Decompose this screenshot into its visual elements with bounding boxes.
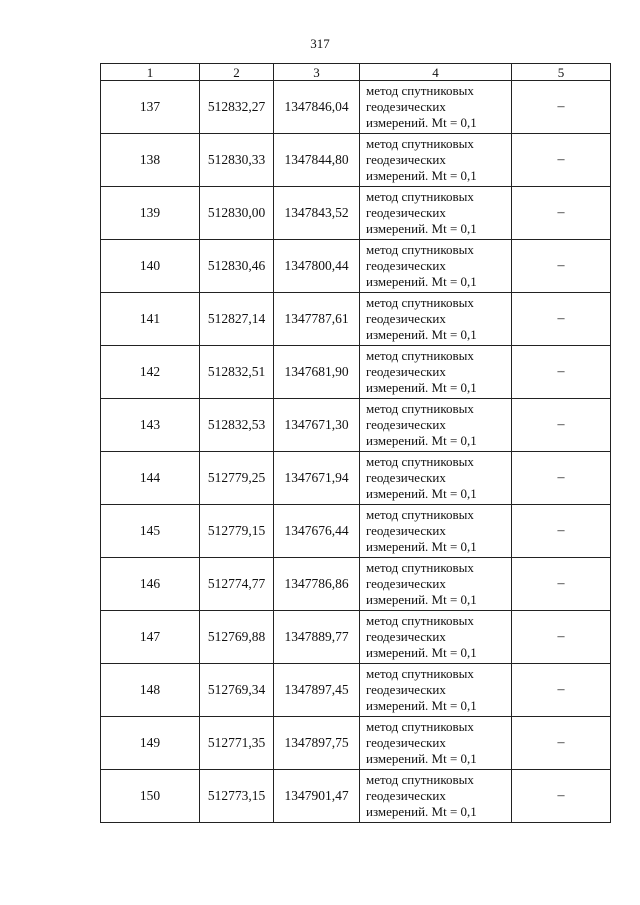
y-coordinate-cell: 1347843,52 — [274, 187, 360, 240]
method-text-line: измерений. Mt = 0,1 — [366, 115, 477, 130]
method-text-line: метод спутниковых — [366, 295, 474, 310]
y-coordinate-cell: 1347671,30 — [274, 399, 360, 452]
method-cell — [360, 399, 512, 452]
point-number-cell: 140 — [101, 240, 200, 293]
method-text-line: измерений. Mt = 0,1 — [366, 380, 477, 395]
method-text-line: метод спутниковых — [366, 454, 474, 469]
method-cell — [360, 664, 512, 717]
x-coordinate-cell: 512771,35 — [200, 717, 274, 770]
method-cell — [360, 611, 512, 664]
point-number-cell: 144 — [101, 452, 200, 505]
method-cell — [360, 81, 512, 134]
point-number-cell: 149 — [101, 717, 200, 770]
x-coordinate-cell: 512779,25 — [200, 452, 274, 505]
table-row — [101, 399, 611, 452]
y-coordinate-cell: 1347844,80 — [274, 134, 360, 187]
method-text-line: измерений. Mt = 0,1 — [366, 698, 477, 713]
note-cell: – — [512, 346, 611, 399]
method-cell — [360, 558, 512, 611]
method-text-line: измерений. Mt = 0,1 — [366, 645, 477, 660]
x-coordinate-cell: 512830,46 — [200, 240, 274, 293]
method-text-line: метод спутниковых — [366, 772, 474, 787]
method-text-line: метод спутниковых — [366, 613, 474, 628]
note-cell: – — [512, 717, 611, 770]
point-number-cell: 137 — [101, 81, 200, 134]
method-text-line: геодезических — [366, 258, 446, 273]
method-text-line: метод спутниковых — [366, 348, 474, 363]
method-text-line: измерений. Mt = 0,1 — [366, 274, 477, 289]
column-header-4: 4 — [360, 64, 512, 81]
table-row — [101, 346, 611, 399]
method-cell — [360, 452, 512, 505]
y-coordinate-cell: 1347901,47 — [274, 770, 360, 823]
method-text-line: геодезических — [366, 523, 446, 538]
note-cell: – — [512, 505, 611, 558]
table-row — [101, 770, 611, 823]
method-text-line: геодезических — [366, 417, 446, 432]
method-cell — [360, 346, 512, 399]
method-text-line: измерений. Mt = 0,1 — [366, 433, 477, 448]
method-text-line: геодезических — [366, 99, 446, 114]
method-text-line: измерений. Mt = 0,1 — [366, 168, 477, 183]
y-coordinate-cell: 1347681,90 — [274, 346, 360, 399]
method-text-line: измерений. Mt = 0,1 — [366, 486, 477, 501]
note-cell: – — [512, 452, 611, 505]
table-row — [101, 717, 611, 770]
point-number-cell: 142 — [101, 346, 200, 399]
table-header-row — [101, 64, 611, 81]
method-text-line: метод спутниковых — [366, 560, 474, 575]
table-row — [101, 187, 611, 240]
method-cell — [360, 505, 512, 558]
x-coordinate-cell: 512830,00 — [200, 187, 274, 240]
x-coordinate-cell: 512769,88 — [200, 611, 274, 664]
note-cell: – — [512, 187, 611, 240]
y-coordinate-cell: 1347787,61 — [274, 293, 360, 346]
column-header-5: 5 — [512, 64, 611, 81]
point-number-cell: 148 — [101, 664, 200, 717]
table-row — [101, 293, 611, 346]
table-row — [101, 558, 611, 611]
column-header-2: 2 — [200, 64, 274, 81]
point-number-cell: 138 — [101, 134, 200, 187]
table-body — [101, 81, 611, 823]
method-text-line: измерений. Mt = 0,1 — [366, 751, 477, 766]
y-coordinate-cell: 1347676,44 — [274, 505, 360, 558]
column-header-1: 1 — [101, 64, 200, 81]
note-cell: – — [512, 293, 611, 346]
point-number-cell: 143 — [101, 399, 200, 452]
method-text-line: измерений. Mt = 0,1 — [366, 804, 477, 819]
table-row — [101, 611, 611, 664]
table-row — [101, 664, 611, 717]
x-coordinate-cell: 512832,27 — [200, 81, 274, 134]
page-number: 317 — [310, 36, 330, 51]
x-coordinate-cell: 512830,33 — [200, 134, 274, 187]
method-text-line: геодезических — [366, 629, 446, 644]
point-number-cell: 141 — [101, 293, 200, 346]
method-cell — [360, 293, 512, 346]
y-coordinate-cell: 1347889,77 — [274, 611, 360, 664]
method-cell — [360, 134, 512, 187]
method-text-line: метод спутниковых — [366, 401, 474, 416]
method-text-line: геодезических — [366, 205, 446, 220]
point-number-cell: 145 — [101, 505, 200, 558]
table-row — [101, 505, 611, 558]
note-cell: – — [512, 770, 611, 823]
method-cell — [360, 187, 512, 240]
method-cell — [360, 240, 512, 293]
x-coordinate-cell: 512769,34 — [200, 664, 274, 717]
note-cell: – — [512, 81, 611, 134]
x-coordinate-cell: 512779,15 — [200, 505, 274, 558]
method-text-line: геодезических — [366, 735, 446, 750]
x-coordinate-cell: 512774,77 — [200, 558, 274, 611]
method-text-line: геодезических — [366, 470, 446, 485]
x-coordinate-cell: 512773,15 — [200, 770, 274, 823]
method-text-line: геодезических — [366, 364, 446, 379]
method-text-line: метод спутниковых — [366, 136, 474, 151]
point-number-cell: 146 — [101, 558, 200, 611]
coordinates-table — [100, 63, 611, 823]
note-cell: – — [512, 664, 611, 717]
y-coordinate-cell: 1347800,44 — [274, 240, 360, 293]
y-coordinate-cell: 1347897,75 — [274, 717, 360, 770]
method-text-line: метод спутниковых — [366, 719, 474, 734]
method-text-line: метод спутниковых — [366, 83, 474, 98]
method-text-line: метод спутниковых — [366, 242, 474, 257]
method-text-line: геодезических — [366, 682, 446, 697]
method-text-line: геодезических — [366, 788, 446, 803]
note-cell: – — [512, 240, 611, 293]
method-text-line: геодезических — [366, 576, 446, 591]
x-coordinate-cell: 512827,14 — [200, 293, 274, 346]
method-text-line: измерений. Mt = 0,1 — [366, 327, 477, 342]
note-cell: – — [512, 558, 611, 611]
point-number-cell: 139 — [101, 187, 200, 240]
method-cell — [360, 717, 512, 770]
method-text-line: метод спутниковых — [366, 189, 474, 204]
note-cell: – — [512, 611, 611, 664]
column-header-3: 3 — [274, 64, 360, 81]
method-text-line: метод спутниковых — [366, 507, 474, 522]
method-cell — [360, 770, 512, 823]
y-coordinate-cell: 1347897,45 — [274, 664, 360, 717]
x-coordinate-cell: 512832,51 — [200, 346, 274, 399]
point-number-cell: 147 — [101, 611, 200, 664]
point-number-cell: 150 — [101, 770, 200, 823]
y-coordinate-cell: 1347671,94 — [274, 452, 360, 505]
method-text-line: измерений. Mt = 0,1 — [366, 539, 477, 554]
table-row — [101, 81, 611, 134]
table-row — [101, 240, 611, 293]
note-cell: – — [512, 399, 611, 452]
note-cell: – — [512, 134, 611, 187]
method-text-line: геодезических — [366, 311, 446, 326]
y-coordinate-cell: 1347846,04 — [274, 81, 360, 134]
y-coordinate-cell: 1347786,86 — [274, 558, 360, 611]
method-text-line: геодезических — [366, 152, 446, 167]
method-text-line: метод спутниковых — [366, 666, 474, 681]
x-coordinate-cell: 512832,53 — [200, 399, 274, 452]
method-text-line: измерений. Mt = 0,1 — [366, 592, 477, 607]
method-text-line: измерений. Mt = 0,1 — [366, 221, 477, 236]
table-row — [101, 134, 611, 187]
table-row — [101, 452, 611, 505]
